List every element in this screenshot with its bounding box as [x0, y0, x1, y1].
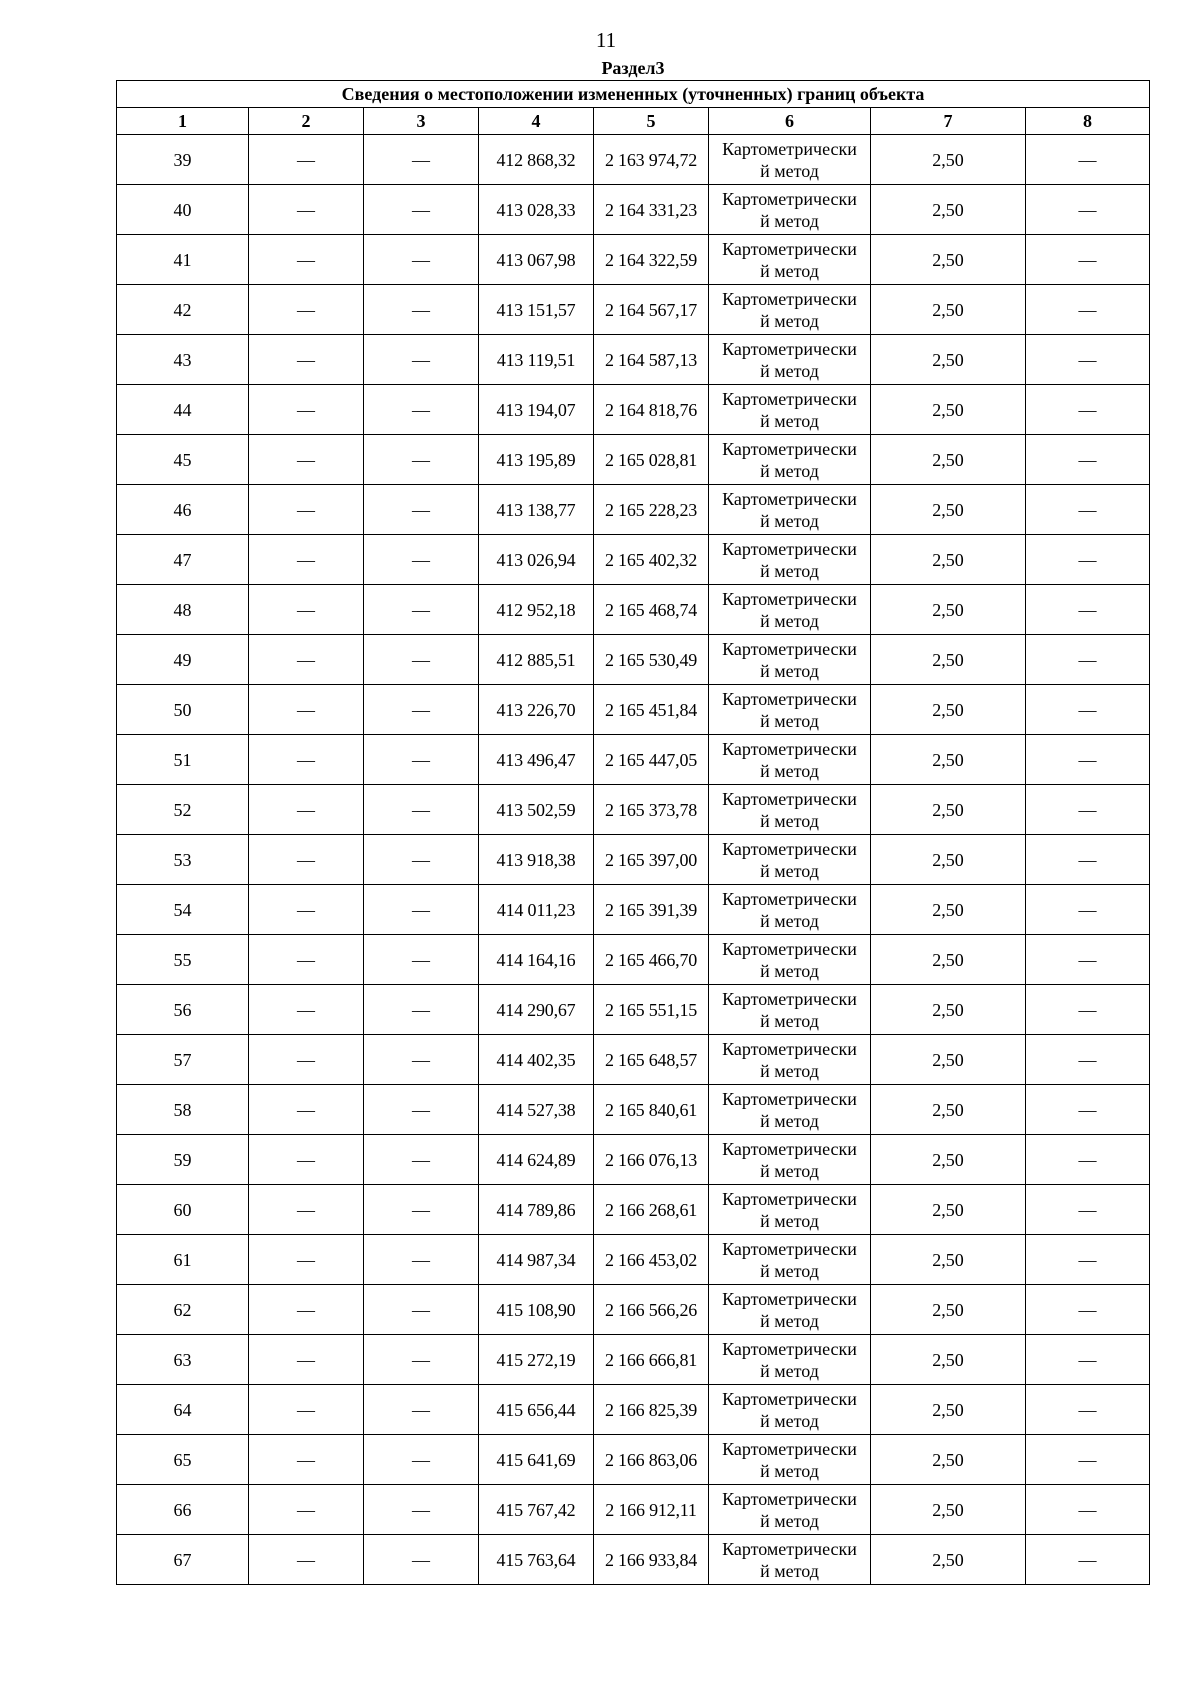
accuracy-cell: 2,50 — [871, 235, 1026, 285]
column-2-cell: — — [249, 235, 364, 285]
method-cell: Картометрически й метод — [709, 635, 871, 685]
column-3-cell: — — [364, 1435, 479, 1485]
coordinate-x-cell: 414 789,86 — [479, 1185, 594, 1235]
coordinate-y-cell: 2 165 530,49 — [594, 635, 709, 685]
coordinate-y-cell: 2 165 447,05 — [594, 735, 709, 785]
column-3-cell: — — [364, 1035, 479, 1085]
table-row — [117, 285, 1150, 335]
point-number-cell: 67 — [117, 1535, 249, 1585]
coordinate-x-cell: 414 290,67 — [479, 985, 594, 1035]
table-row — [117, 435, 1150, 485]
column-8-cell: — — [1026, 1285, 1150, 1335]
point-number-cell: 55 — [117, 935, 249, 985]
method-cell: Картометрически й метод — [709, 1535, 871, 1585]
column-2-cell: — — [249, 535, 364, 585]
coordinate-y-cell: 2 165 551,15 — [594, 985, 709, 1035]
column-8-cell: — — [1026, 1235, 1150, 1285]
accuracy-cell: 2,50 — [871, 985, 1026, 1035]
column-3-cell: — — [364, 385, 479, 435]
column-8-cell: — — [1026, 1135, 1150, 1185]
point-number-cell: 46 — [117, 485, 249, 535]
coordinate-x-cell: 414 987,34 — [479, 1235, 594, 1285]
table-caption: Сведения о местоположении измененных (уточненных) границ объекта — [117, 81, 1150, 108]
column-2-cell: — — [249, 885, 364, 935]
column-2-cell: — — [249, 335, 364, 385]
column-3-cell: — — [364, 1285, 479, 1335]
coordinate-y-cell: 2 165 402,32 — [594, 535, 709, 585]
table-row — [117, 935, 1150, 985]
table-row — [117, 1285, 1150, 1335]
coordinate-x-cell: 414 624,89 — [479, 1135, 594, 1185]
coordinate-y-cell: 2 165 228,23 — [594, 485, 709, 535]
point-number-cell: 57 — [117, 1035, 249, 1085]
method-cell: Картометрически й метод — [709, 485, 871, 535]
accuracy-cell: 2,50 — [871, 1285, 1026, 1335]
coordinate-x-cell: 413 502,59 — [479, 785, 594, 835]
method-cell: Картометрически й метод — [709, 835, 871, 885]
coordinate-y-cell: 2 165 451,84 — [594, 685, 709, 735]
point-number-cell: 53 — [117, 835, 249, 885]
point-number-cell: 56 — [117, 985, 249, 1035]
method-cell: Картометрически й метод — [709, 185, 871, 235]
column-2-cell: — — [249, 185, 364, 235]
column-2-cell: — — [249, 1385, 364, 1435]
column-3-cell: — — [364, 235, 479, 285]
method-cell: Картометрически й метод — [709, 1185, 871, 1235]
method-cell: Картометрически й метод — [709, 535, 871, 585]
method-cell: Картометрически й метод — [709, 235, 871, 285]
coordinate-x-cell: 414 011,23 — [479, 885, 594, 935]
column-3-cell: — — [364, 1085, 479, 1135]
column-2-cell: — — [249, 685, 364, 735]
column-3-cell: — — [364, 985, 479, 1035]
point-number-cell: 58 — [117, 1085, 249, 1135]
coordinate-y-cell: 2 165 373,78 — [594, 785, 709, 835]
table-row — [117, 685, 1150, 735]
coordinate-y-cell: 2 166 268,61 — [594, 1185, 709, 1235]
column-3-cell: — — [364, 335, 479, 385]
table-row — [117, 235, 1150, 285]
coordinate-x-cell: 413 119,51 — [479, 335, 594, 385]
method-cell: Картометрически й метод — [709, 735, 871, 785]
table-row — [117, 1435, 1150, 1485]
accuracy-cell: 2,50 — [871, 1335, 1026, 1385]
coordinate-x-cell: 414 527,38 — [479, 1085, 594, 1135]
column-2-cell: — — [249, 1535, 364, 1585]
coordinate-x-cell: 413 918,38 — [479, 835, 594, 885]
accuracy-cell: 2,50 — [871, 1135, 1026, 1185]
column-8-cell: — — [1026, 935, 1150, 985]
accuracy-cell: 2,50 — [871, 385, 1026, 435]
point-number-cell: 49 — [117, 635, 249, 685]
coordinate-x-cell: 415 767,42 — [479, 1485, 594, 1535]
column-3-cell: — — [364, 885, 479, 935]
column-8-cell: — — [1026, 1085, 1150, 1135]
column-3-cell: — — [364, 635, 479, 685]
coordinate-x-cell: 413 151,57 — [479, 285, 594, 335]
column-2-cell: — — [249, 1285, 364, 1335]
accuracy-cell: 2,50 — [871, 735, 1026, 785]
coordinate-x-cell: 412 952,18 — [479, 585, 594, 635]
column-8-cell: — — [1026, 1435, 1150, 1485]
boundary-coordinates-table — [116, 80, 1150, 1585]
column-3-cell: — — [364, 685, 479, 735]
column-number: 4 — [479, 108, 594, 135]
method-cell: Картометрически й метод — [709, 1135, 871, 1185]
table-row — [117, 1085, 1150, 1135]
coordinate-y-cell: 2 165 648,57 — [594, 1035, 709, 1085]
method-cell: Картометрически й метод — [709, 1385, 871, 1435]
accuracy-cell: 2,50 — [871, 1185, 1026, 1235]
column-2-cell: — — [249, 935, 364, 985]
method-cell: Картометрически й метод — [709, 985, 871, 1035]
point-number-cell: 42 — [117, 285, 249, 335]
coordinate-y-cell: 2 166 453,02 — [594, 1235, 709, 1285]
point-number-cell: 64 — [117, 1385, 249, 1435]
column-3-cell: — — [364, 285, 479, 335]
point-number-cell: 47 — [117, 535, 249, 585]
table-row — [117, 1385, 1150, 1435]
column-number: 1 — [117, 108, 249, 135]
page-number: 11 — [595, 28, 617, 52]
accuracy-cell: 2,50 — [871, 435, 1026, 485]
table-row — [117, 835, 1150, 885]
column-8-cell: — — [1026, 385, 1150, 435]
column-2-cell: — — [249, 735, 364, 785]
coordinate-x-cell: 415 641,69 — [479, 1435, 594, 1485]
point-number-cell: 43 — [117, 335, 249, 385]
column-3-cell: — — [364, 535, 479, 585]
method-cell: Картометрически й метод — [709, 885, 871, 935]
method-cell: Картометрически й метод — [709, 435, 871, 485]
table-row — [117, 635, 1150, 685]
column-8-cell: — — [1026, 1185, 1150, 1235]
column-8-cell: — — [1026, 735, 1150, 785]
column-number: 6 — [709, 108, 871, 135]
point-number-cell: 50 — [117, 685, 249, 735]
point-number-cell: 48 — [117, 585, 249, 635]
coordinate-y-cell: 2 164 322,59 — [594, 235, 709, 285]
column-8-cell: — — [1026, 1485, 1150, 1535]
point-number-cell: 61 — [117, 1235, 249, 1285]
table-row — [117, 735, 1150, 785]
column-8-cell: — — [1026, 635, 1150, 685]
accuracy-cell: 2,50 — [871, 285, 1026, 335]
table-row — [117, 1185, 1150, 1235]
column-3-cell: — — [364, 1385, 479, 1435]
column-2-cell: — — [249, 1485, 364, 1535]
coordinate-y-cell: 2 166 076,13 — [594, 1135, 709, 1185]
table-row — [117, 135, 1150, 185]
column-3-cell: — — [364, 935, 479, 985]
column-8-cell: — — [1026, 985, 1150, 1035]
column-2-cell: — — [249, 1435, 364, 1485]
coordinate-y-cell: 2 166 863,06 — [594, 1435, 709, 1485]
column-3-cell: — — [364, 1235, 479, 1285]
accuracy-cell: 2,50 — [871, 335, 1026, 385]
coordinate-x-cell: 415 656,44 — [479, 1385, 594, 1435]
accuracy-cell: 2,50 — [871, 1535, 1026, 1585]
point-number-cell: 39 — [117, 135, 249, 185]
table-row — [117, 385, 1150, 435]
table-row — [117, 1135, 1150, 1185]
method-cell: Картометрически й метод — [709, 285, 871, 335]
accuracy-cell: 2,50 — [871, 185, 1026, 235]
table-row — [117, 785, 1150, 835]
accuracy-cell: 2,50 — [871, 485, 1026, 535]
point-number-cell: 44 — [117, 385, 249, 435]
column-3-cell: — — [364, 1185, 479, 1235]
coordinate-y-cell: 2 166 912,11 — [594, 1485, 709, 1535]
point-number-cell: 66 — [117, 1485, 249, 1535]
method-cell: Картометрически й метод — [709, 135, 871, 185]
column-8-cell: — — [1026, 835, 1150, 885]
coordinate-x-cell: 412 868,32 — [479, 135, 594, 185]
accuracy-cell: 2,50 — [871, 135, 1026, 185]
method-cell: Картометрически й метод — [709, 1035, 871, 1085]
point-number-cell: 59 — [117, 1135, 249, 1185]
method-cell: Картометрически й метод — [709, 1435, 871, 1485]
coordinate-y-cell: 2 165 468,74 — [594, 585, 709, 635]
column-2-cell: — — [249, 985, 364, 1035]
coordinate-x-cell: 412 885,51 — [479, 635, 594, 685]
column-8-cell: — — [1026, 335, 1150, 385]
coordinate-x-cell: 414 402,35 — [479, 1035, 594, 1085]
section-title: Раздел3 — [601, 58, 665, 78]
coordinate-y-cell: 2 165 466,70 — [594, 935, 709, 985]
column-8-cell: — — [1026, 1385, 1150, 1435]
coordinate-x-cell: 413 195,89 — [479, 435, 594, 485]
column-number: 8 — [1026, 108, 1150, 135]
column-2-cell: — — [249, 285, 364, 335]
coordinate-x-cell: 413 067,98 — [479, 235, 594, 285]
method-cell: Картометрически й метод — [709, 335, 871, 385]
coordinate-y-cell: 2 165 840,61 — [594, 1085, 709, 1135]
column-8-cell: — — [1026, 685, 1150, 735]
point-number-cell: 40 — [117, 185, 249, 235]
column-3-cell: — — [364, 135, 479, 185]
point-number-cell: 60 — [117, 1185, 249, 1235]
column-2-cell: — — [249, 435, 364, 485]
table-row — [117, 485, 1150, 535]
table-row — [117, 1035, 1150, 1085]
column-3-cell: — — [364, 835, 479, 885]
accuracy-cell: 2,50 — [871, 835, 1026, 885]
table-row — [117, 885, 1150, 935]
accuracy-cell: 2,50 — [871, 1435, 1026, 1485]
method-cell: Картометрически й метод — [709, 1085, 871, 1135]
point-number-cell: 52 — [117, 785, 249, 835]
accuracy-cell: 2,50 — [871, 1385, 1026, 1435]
coordinate-y-cell: 2 164 587,13 — [594, 335, 709, 385]
column-3-cell: — — [364, 1135, 479, 1185]
accuracy-cell: 2,50 — [871, 585, 1026, 635]
column-3-cell: — — [364, 585, 479, 635]
column-8-cell: — — [1026, 435, 1150, 485]
column-3-cell: — — [364, 785, 479, 835]
column-2-cell: — — [249, 1185, 364, 1235]
method-cell: Картометрически й метод — [709, 1285, 871, 1335]
column-8-cell: — — [1026, 285, 1150, 335]
coordinate-x-cell: 415 272,19 — [479, 1335, 594, 1385]
accuracy-cell: 2,50 — [871, 535, 1026, 585]
column-2-cell: — — [249, 1085, 364, 1135]
coordinate-x-cell: 413 194,07 — [479, 385, 594, 435]
column-3-cell: — — [364, 1535, 479, 1585]
column-8-cell: — — [1026, 185, 1150, 235]
accuracy-cell: 2,50 — [871, 1035, 1026, 1085]
method-cell: Картометрически й метод — [709, 585, 871, 635]
column-8-cell: — — [1026, 585, 1150, 635]
coordinate-y-cell: 2 166 566,26 — [594, 1285, 709, 1335]
coordinate-y-cell: 2 166 825,39 — [594, 1385, 709, 1435]
accuracy-cell: 2,50 — [871, 1085, 1026, 1135]
accuracy-cell: 2,50 — [871, 1235, 1026, 1285]
coordinate-x-cell: 413 026,94 — [479, 535, 594, 585]
accuracy-cell: 2,50 — [871, 635, 1026, 685]
column-2-cell: — — [249, 485, 364, 535]
column-number-row — [117, 108, 1150, 135]
table-row — [117, 335, 1150, 385]
column-2-cell: — — [249, 1335, 364, 1385]
accuracy-cell: 2,50 — [871, 885, 1026, 935]
method-cell: Картометрически й метод — [709, 685, 871, 735]
point-number-cell: 62 — [117, 1285, 249, 1335]
column-2-cell: — — [249, 385, 364, 435]
column-2-cell: — — [249, 635, 364, 685]
coordinate-x-cell: 413 496,47 — [479, 735, 594, 785]
coordinate-x-cell: 413 226,70 — [479, 685, 594, 735]
point-number-cell: 63 — [117, 1335, 249, 1385]
column-3-cell: — — [364, 1485, 479, 1535]
point-number-cell: 45 — [117, 435, 249, 485]
coordinate-x-cell: 415 108,90 — [479, 1285, 594, 1335]
table-row — [117, 535, 1150, 585]
column-number: 7 — [871, 108, 1026, 135]
accuracy-cell: 2,50 — [871, 785, 1026, 835]
column-2-cell: — — [249, 135, 364, 185]
coordinate-y-cell: 2 166 933,84 — [594, 1535, 709, 1585]
accuracy-cell: 2,50 — [871, 1485, 1026, 1535]
column-3-cell: — — [364, 485, 479, 535]
point-number-cell: 51 — [117, 735, 249, 785]
table-row — [117, 1235, 1150, 1285]
column-2-cell: — — [249, 1035, 364, 1085]
column-8-cell: — — [1026, 135, 1150, 185]
table-body — [117, 135, 1150, 1585]
point-number-cell: 65 — [117, 1435, 249, 1485]
coordinate-y-cell: 2 163 974,72 — [594, 135, 709, 185]
column-8-cell: — — [1026, 235, 1150, 285]
column-2-cell: — — [249, 585, 364, 635]
table-row — [117, 1535, 1150, 1585]
method-cell: Картометрически й метод — [709, 785, 871, 835]
column-2-cell: — — [249, 835, 364, 885]
column-2-cell: — — [249, 1135, 364, 1185]
coordinate-y-cell: 2 165 397,00 — [594, 835, 709, 885]
column-3-cell: — — [364, 1335, 479, 1385]
coordinate-x-cell: 413 138,77 — [479, 485, 594, 535]
column-8-cell: — — [1026, 885, 1150, 935]
coordinate-x-cell: 414 164,16 — [479, 935, 594, 985]
accuracy-cell: 2,50 — [871, 935, 1026, 985]
column-2-cell: — — [249, 1235, 364, 1285]
column-number: 2 — [249, 108, 364, 135]
column-3-cell: — — [364, 435, 479, 485]
table-row — [117, 585, 1150, 635]
point-number-cell: 41 — [117, 235, 249, 285]
accuracy-cell: 2,50 — [871, 685, 1026, 735]
coordinate-y-cell: 2 164 567,17 — [594, 285, 709, 335]
table-row — [117, 1485, 1150, 1535]
column-8-cell: — — [1026, 1035, 1150, 1085]
coordinate-x-cell: 415 763,64 — [479, 1535, 594, 1585]
method-cell: Картометрически й метод — [709, 1485, 871, 1535]
column-2-cell: — — [249, 785, 364, 835]
method-cell: Картометрически й метод — [709, 1335, 871, 1385]
column-8-cell: — — [1026, 785, 1150, 835]
method-cell: Картометрически й метод — [709, 385, 871, 435]
coordinate-x-cell: 413 028,33 — [479, 185, 594, 235]
coordinate-y-cell: 2 164 818,76 — [594, 385, 709, 435]
table-row — [117, 185, 1150, 235]
table-row — [117, 1335, 1150, 1385]
column-3-cell: — — [364, 735, 479, 785]
column-8-cell: — — [1026, 1335, 1150, 1385]
point-number-cell: 54 — [117, 885, 249, 935]
coordinate-y-cell: 2 165 028,81 — [594, 435, 709, 485]
coordinate-y-cell: 2 166 666,81 — [594, 1335, 709, 1385]
table-row — [117, 985, 1150, 1035]
column-number: 3 — [364, 108, 479, 135]
column-8-cell: — — [1026, 535, 1150, 585]
column-8-cell: — — [1026, 485, 1150, 535]
method-cell: Картометрически й метод — [709, 935, 871, 985]
column-number: 5 — [594, 108, 709, 135]
method-cell: Картометрически й метод — [709, 1235, 871, 1285]
coordinate-y-cell: 2 165 391,39 — [594, 885, 709, 935]
column-3-cell: — — [364, 185, 479, 235]
column-8-cell: — — [1026, 1535, 1150, 1585]
coordinate-y-cell: 2 164 331,23 — [594, 185, 709, 235]
